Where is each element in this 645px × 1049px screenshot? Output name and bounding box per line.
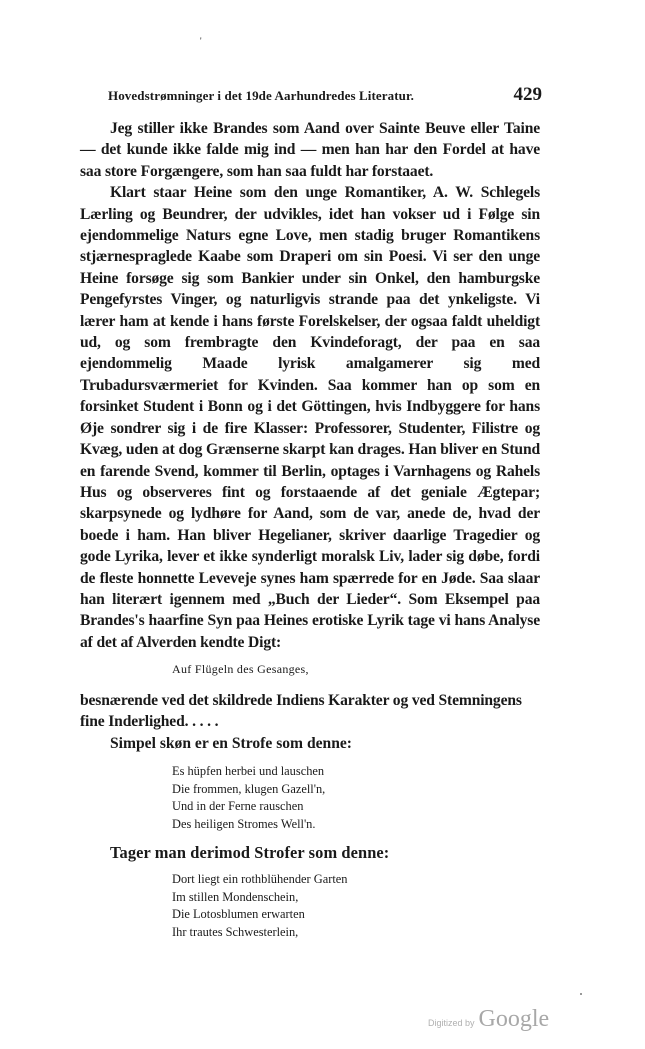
poem-heading: Auf Flügeln des Gesanges, — [172, 662, 309, 676]
verse-line: Die Lotosblumen erwarten — [172, 907, 305, 922]
verse-intro: Simpel skøn er en Strofe som denne: — [110, 735, 352, 752]
verse-block — [172, 871, 347, 941]
paragraph: Jeg stiller ikke Brandes som Aand over Sainte Beuve eller Taine — det kunde ikke falde mig ind — men han har den Fordel at have saa store Forgængere, som han saa fuldt har forstaaet. — [80, 120, 540, 180]
verse-block — [172, 763, 325, 833]
scan-speck — [580, 993, 582, 995]
verse-line: Des heiligen Stromes Well'n. — [172, 816, 316, 831]
verse-line: Dort liegt ein rothblühender Garten — [172, 872, 348, 886]
verse-intro: Tager man derimod Strofer som denne: — [110, 843, 390, 862]
running-head: Hovedstrømninger i det 19de Aarhundredes Literatur. — [108, 88, 415, 103]
verse-line: Ihr trautes Schwesterlein, — [172, 924, 299, 939]
body-text — [80, 118, 540, 653]
google-logo: Google — [478, 1006, 550, 1032]
after-heading-text — [80, 690, 540, 732]
paragraph: Klart staar Heine som den unge Romantiker, A. W. Schlegels Lærling og Beundrer, der udvikles, idet han vokser ud i Følge sin ejendommelige Naturs egne Love, men stadig bruger Romantikens stjærnespraglede Kaabe som Draperi om sin Poesi. Vi ser den unge Heine forsøge sig som Bankier under sin Onkel, den hamburgske Pengefyrstes Vinger, og naturligvis strande paa det ynkeligste. Vi lærer ham at kende i hans første Forelskelser, der ogsaa faldt uheldigt ud, og som frembragte den Kvindeforagt, der paa en saa ejendommelig Maade lyrisk amalgamerer sig med Trubadursværmeriet for Kvinden. Saa kommer han op som en forsinket Student i Bonn og i det Göttingen, hvis Indbyggere for hans Øje sondrer sig i de fire Klasser: Professorer, Studenter, Filistre og Kvæg, uden at dog Grænserne skarpt kan drages. Han bliver en Stund en farende Svend, kommer til Berlin, optages i Varnhagens og Rahels Hus og observeres fint og forstaaende af det geniale Ægtepar; skarpsynede og lydhøre for Aand, som de var, anede de, hvad der boede i ham. Han bliver Hegelianer, skriver daarlige Tragedier og gode Lyrika, lever et ikke synderligt moralsk Liv, lader sig døbe, fordi de fleste honnette Leveveje synes ham spærrede for en Jøde. Saa slaar han literært igennem med „Buch der Lieder“. Som Eksempel paa Brandes's haarfine Syn paa Heines erotiske Lyrik tage vi hans Analyse af det af Alverden kendte Digt: — [80, 184, 540, 651]
verse-line: Im stillen Mondenschein, — [172, 889, 299, 904]
verse-line: Es hüpfen herbei und lauschen — [172, 764, 325, 778]
page-mark: ' — [200, 36, 202, 46]
watermark-prefix: Digitized by — [428, 1018, 475, 1028]
paragraph: besnærende ved det skildrede Indiens Karakter og ved Stemningens fine Inderlighed. . . . . — [80, 692, 522, 730]
verse-line: Und in der Ferne rauschen — [172, 799, 304, 814]
verse-line: Die frommen, klugen Gazell'n, — [172, 781, 326, 796]
page-number: 429 — [513, 84, 542, 105]
digitized-watermark — [428, 1006, 549, 1033]
page-header — [108, 84, 544, 108]
